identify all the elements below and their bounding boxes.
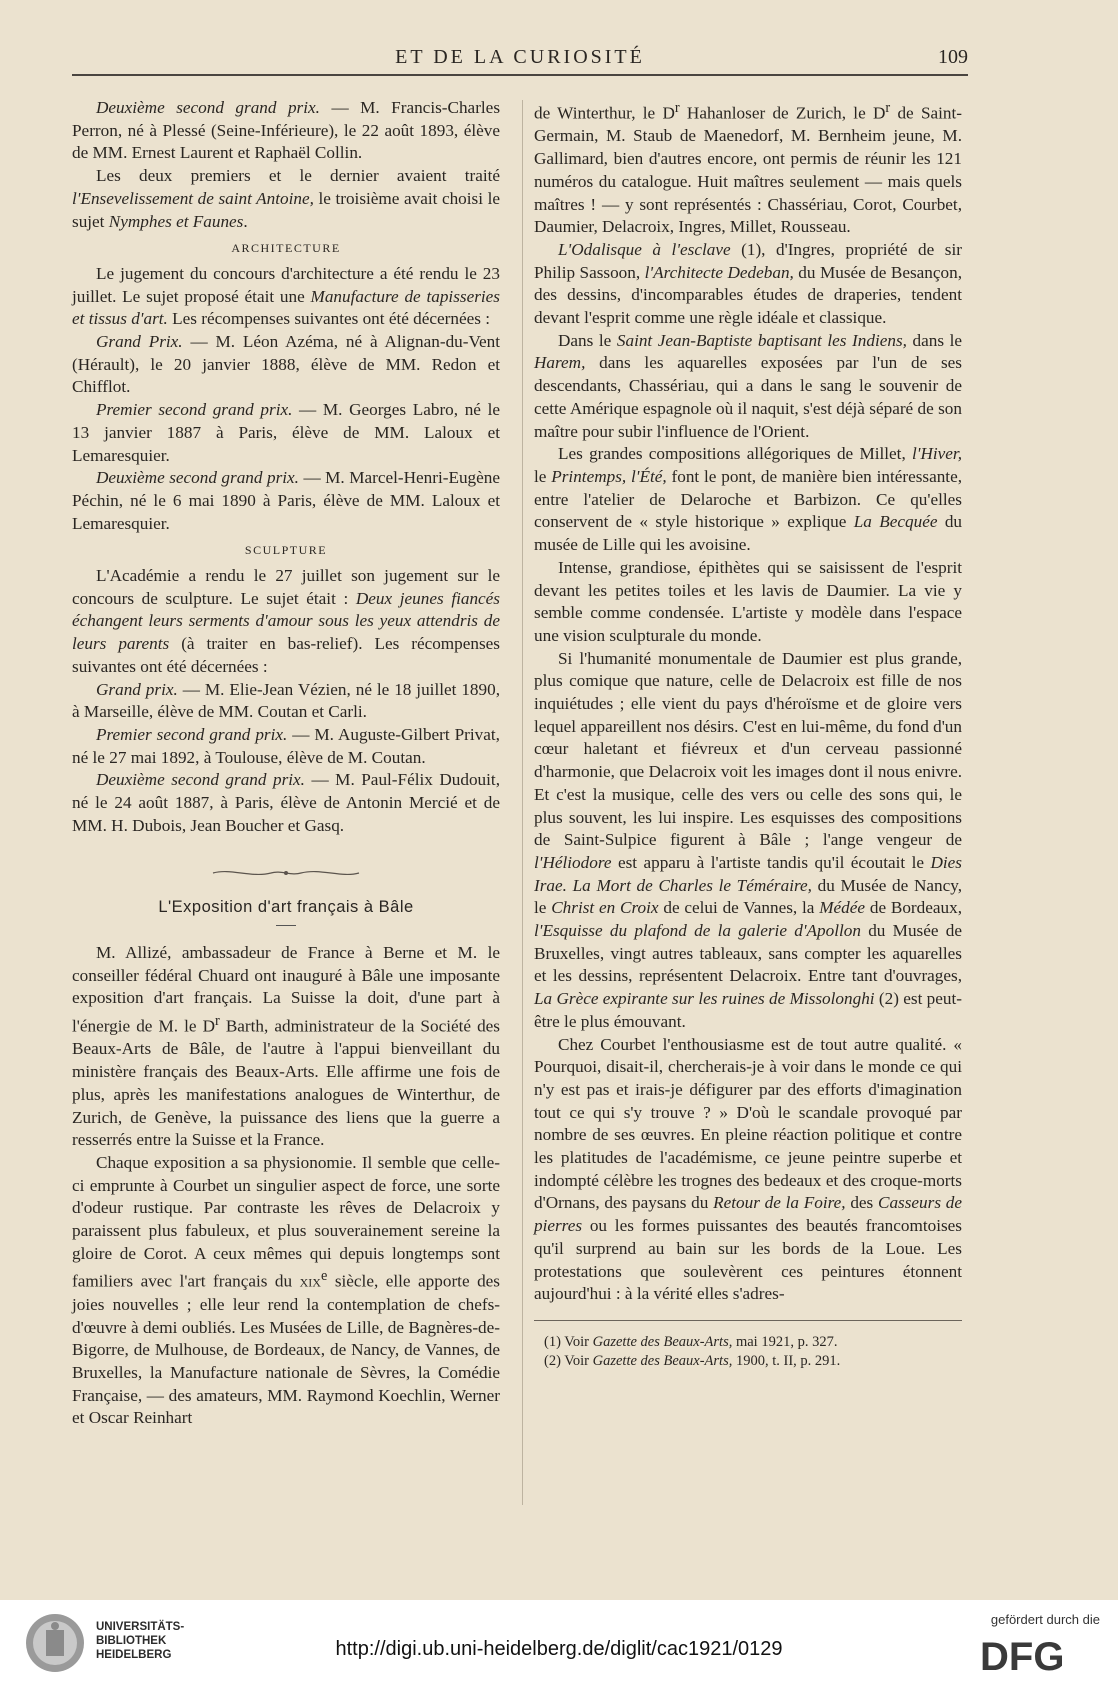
paragraph: Chez Courbet l'enthousiasme est de tout autre qualité. « Pourquoi, disait-il, chercherais-je à voir dans le monde ce qui n'y est pas et irais-je défigurer par des efforts d'imagination tout ce qui s'y trouve ? » D'où le scandale provoqué par nombre de ses œuvres. En pleine réaction politique et contre les platitudes de l'académisme, ce jeune peintre superbe et indompté célèbre les trognes des bedeaux et des croque-morts d'Ornans, des paysans du Retour de la Foire, des Casseurs de pierres ou les formes puissantes des beautés francomtoises qu'il surprend au bain sur les bords de la Loue. Les protestations que soulevèrent ces peintures étonnent aujourd'hui : à la vérité elles s'adres- — [534, 1034, 962, 1304]
right-column — [534, 97, 962, 1371]
footnote-1: (1) Voir Gazette des Beaux-Arts, mai 1921, p. 327. — [544, 1334, 838, 1350]
paragraph: Deuxième second grand prix. — M. Marcel-Henri-Eugène Péchin, né le 6 mai 1890 à Paris, élève de MM. Laloux et Lemaresquier. — [72, 468, 500, 533]
paragraph: Premier second grand prix. — M. Auguste-Gilbert Privat, né le 27 mai 1892, à Toulouse, élève de M. Coutan. — [72, 724, 500, 767]
section-heading-architecture: ARCHITECTURE — [231, 241, 341, 256]
paragraph: Deuxième second grand prix. — M. Francis-Charles Perron, né à Plessé (Seine-Inférieure), le 22 août 1893, élève de MM. Ernest Laurent et Raphaël Collin. — [72, 98, 501, 163]
paragraph: Intense, grandiose, épithètes qui se saisissent de l'esprit devant les petites toiles et les lavis de Daumier. La vie y semble comme condensée. L'artiste y modèle dans l'espace une vision sculpturale du monde. — [534, 557, 962, 645]
digitization-footer — [0, 1600, 1118, 1684]
article-title: L'Exposition d'art français à Bâle — [158, 898, 414, 917]
library-name: UNIVERSITÄTS- BIBLIOTHEK HEIDELBERG — [96, 1621, 185, 1661]
dfg-logo-icon — [978, 1630, 1098, 1676]
paragraph: Premier second grand prix. — M. Georges Labro, né le 13 janvier 1887 à Paris, élève de MM. Laloux et Lemaresquier. — [72, 400, 500, 465]
paragraph: Chaque exposition a sa physionomie. Il semble que celle-ci emprunte à Courbet un singulier aspect de force, une sorte d'odeur rustique. Par contraste les rêves de Delacroix y paraissent plus fabuleux, et plus souverainement sereine la gloire de Corot. A ceux mêmes qui depuis longtemps sont familiers avec l'art français du xix$^e$ siècle, elle apporte des joies nouvelles ; elle leur rend la contemplation de chefs-d'œuvre à demi oubliés. Les Musées de Lille, de Bagnères-de-Bigorre, de Mulhouse, de Bordeaux, de Nancy, de Vannes, de Bruxelles, la Manufacture nationale de Sèvres, la Comédie Française, — des amateurs, MM. Raymond Koechlin, Werner et Oscar Reinhart — [72, 1152, 500, 1428]
paragraph: Les deux premiers et le dernier avaient traité l'Ensevelissement de saint Antoine, le troisième avait choisi le sujet Nymphes et Faunes. — [72, 166, 500, 231]
paragraph: Grand Prix. — M. Léon Azéma, né à Alignan-du-Vent (Hérault), le 20 janvier 1888, élève de MM. Redon et Chifflot. — [72, 332, 500, 397]
title-rule — [276, 925, 296, 926]
paragraph: L'Académie a rendu le 27 juillet son jugement sur le concours de sculpture. Le sujet était : Deux jeunes fiancés échangent leurs serments d'amour sous les yeux attendris de leurs parents (à traiter en bas-relief). Les récompenses suivantes ont été décernées : — [72, 566, 500, 676]
ornament-icon — [211, 868, 361, 878]
paragraph: Si l'humanité monumentale de Daumier est plus grande, plus comique que nature, celle de Delacroix est fille de nos inquiétudes ; elle vient du pays d'héroïsme et de gloire vers lequel appareillent nos désirs. C'est en lui-même, du fond d'un cœur haletant et fiévreux et d'un cerveau passionné d'harmonie, que Delacroix voit les images dont il nous enivre. Et c'est la musique, celle des vers ou celle des sons qui, le plus souvent, les lui inspire. Les esquisses des compositions de Saint-Sulpice figurent à Bâle ; l'ange vengeur de l'Héliodore est apparu à l'artiste tandis qu'il écoutait le Dies Irae. La Mort de Charles le Téméraire, du Musée de Nancy, le Christ en Croix de celui de Vannes, la Médée de Bordeaux, l'Esquisse du plafond de la galerie d'Apollon du Musée de Bruxelles, vingt autres tableaux, sans compter les aquarelles et les dessins, représentent Delacroix. Entre tant d'ouvrages, La Grèce expirante sur les ruines de Missolonghi (2) est peut-être le plus émouvant. — [534, 648, 963, 1031]
paragraph: Les grandes compositions allégoriques de Millet, l'Hiver, le Printemps, l'Été, font le pont, de manière bien intéressante, entre l'atelier de Delaroche et Barbizon. Ce qu'elles conservent de « style historique » explique La Becquée du musée de Lille qui les avoisine. — [534, 444, 963, 555]
paragraph: Deuxième second grand prix. — M. Paul-Félix Dudouit, né le 24 août 1887, à Paris, élève de Antonin Mercié et de MM. H. Dubois, Jean Boucher et Gasq. — [72, 770, 500, 835]
footnote-rule — [534, 1320, 962, 1321]
dfg-logo-text: DFG — [980, 1635, 1065, 1676]
paragraph: de Winterthur, le $D^r$ Hahanloser de Zurich, le $D^r$ de Saint-Germain, M. Staub de Maenedorf, M. Bernheim jeune, M. Gallimard, bien d'autres encore, ont permis de réunir les 121 numéros du catalogue. Huit maîtres seulement — mais quels maîtres ! — y sont représentés : Chassériau, Corot, Courbet, Daumier, Delacroix, Ingres, Millet, Rousseau. — [534, 100, 962, 237]
section-heading-sculpture: SCULPTURE — [244, 543, 328, 558]
ornament-divider — [72, 864, 500, 887]
running-head — [72, 46, 968, 76]
paragraph: M. Allizé, ambassadeur de France à Berne et M. le conseiller fédéral Chuard ont inauguré à Bâle une imposante exposition d'art français. La Suisse la doit, d'une part à l'énergie de M. le $D^r$ Barth, administrateur de la Société des Beaux-Arts de Bâle, de l'autre à l'appui bienveillant du ministère français des Beaux-Arts. Elle affirme une fois de plus, après les manifestations analogues de Winterthur, de Zurich, de Genève, la puissance des liens que la guerre a resserrés entre la Suisse et la France. — [72, 942, 500, 1150]
column-divider — [522, 100, 523, 1505]
running-title: ET DE LA CURIOSITÉ — [395, 46, 645, 68]
paragraph: L'Odalisque à l'esclave (1), d'Ingres, propriété de sir Philip Sassoon, l'Architecte Dedeban, du Musée de Besançon, des dessins, d'incomparables études de draperies, tendent devant l'esprit comme une règle idéale et classique. — [534, 239, 963, 328]
paragraph: Dans le Saint Jean-Baptiste baptisant les Indiens, dans le Harem, dans les aquarelles exposées par l'un de ses descendants, Chassériau, qui a dans le sang le souvenir de cette Amérique espagnole où il naquit, s'est déjà séparé de son maître pour subir l'influence de l'Orient. — [534, 330, 962, 441]
paragraph: Grand prix. — M. Elie-Jean Vézien, né le 18 juillet 1890, à Marseille, élève de MM. Coutan et Carli. — [72, 679, 500, 722]
footnote-2: (2) Voir Gazette des Beaux-Arts, 1900, t. II, p. 291. — [544, 1353, 841, 1369]
paragraph: Le jugement du concours d'architecture a été rendu le 23 juillet. Le sujet proposé était une Manufacture de tapisseries et tissus d'art. Les récompenses suivantes ont été décernées : — [72, 263, 500, 329]
left-column — [72, 97, 500, 1430]
funded-by-label: gefördert durch die — [990, 1612, 1100, 1627]
page-number: 109 — [938, 46, 968, 68]
source-url[interactable]: http://digi.ub.uni-heidelberg.de/diglit/cac1921/0129 — [335, 1638, 783, 1660]
